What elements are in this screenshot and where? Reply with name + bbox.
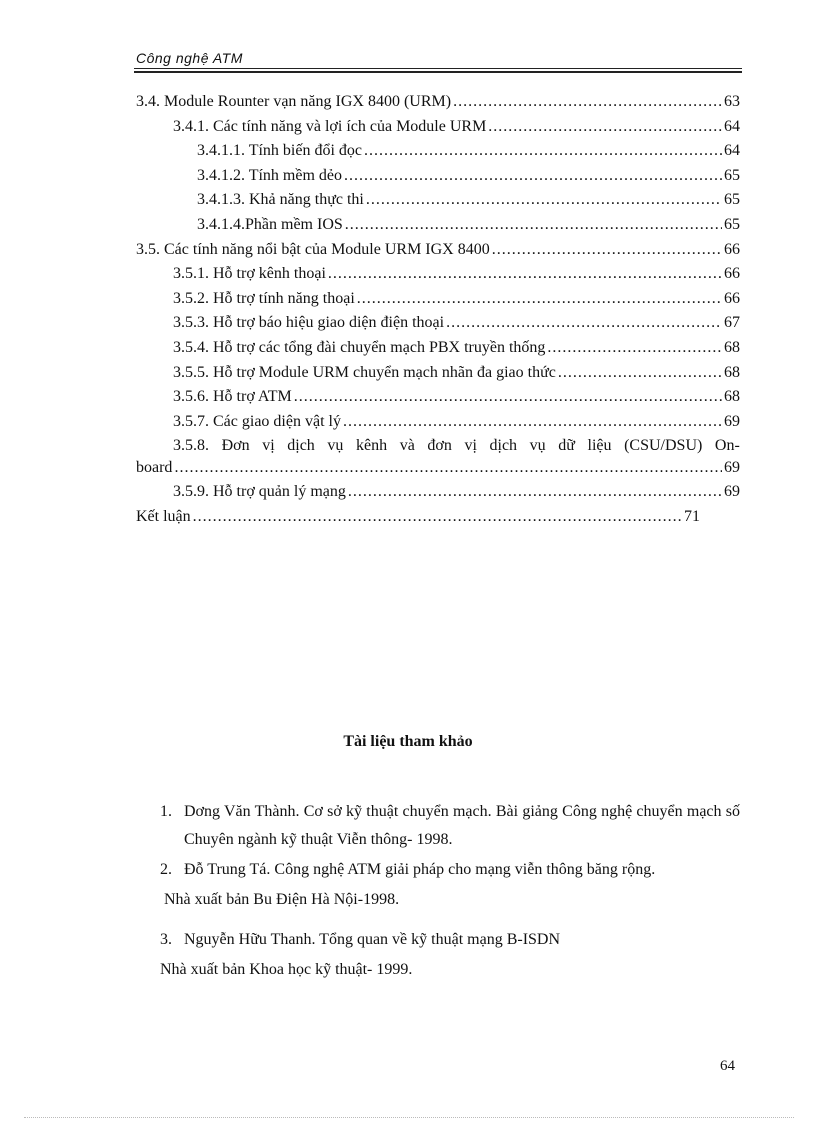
- toc-entry-title: 3.5.7. Các giao diện vật lý: [173, 412, 341, 430]
- toc-entry: [136, 290, 740, 315]
- toc-word: dịch: [489, 437, 518, 455]
- reference-publisher: Nhà xuất bản Bu Điện Hà Nội-1998.: [164, 891, 400, 908]
- toc-entry-title-cont: board: [136, 459, 173, 477]
- toc-word: On-: [714, 437, 740, 455]
- header-rule-thin: [134, 68, 742, 69]
- toc-entry-page: 69: [724, 412, 740, 430]
- toc-entry: [136, 93, 740, 118]
- toc-word: vụ: [529, 437, 546, 455]
- toc-word: Đơn: [221, 437, 250, 455]
- toc-leader: [343, 413, 722, 431]
- toc-entry: [136, 118, 740, 143]
- toc-entry-title: 3.5.6. Hỗ trợ ATM: [173, 388, 292, 406]
- toc-entry: [136, 508, 740, 533]
- toc-entry-continuation: [136, 459, 740, 481]
- toc-entry-title: 3.5.3. Hỗ trợ báo hiệu giao diện điện thoại: [173, 314, 445, 332]
- toc-entry-page: 63: [724, 93, 740, 110]
- running-head: Công nghệ ATM: [136, 50, 243, 66]
- toc-entry: [136, 314, 740, 339]
- toc-entry-title: 3.5.9. Hỗ trợ quản lý mạng: [173, 483, 346, 501]
- toc-word: đơn: [427, 437, 452, 455]
- toc-entry-page: 64: [724, 142, 740, 160]
- toc-entry-title: 3.4.1.3. Khả năng thực thi: [197, 191, 364, 209]
- toc-entry-title: 3.4.1.2. Tính mềm dẻo: [197, 166, 343, 184]
- toc-entry: [136, 241, 740, 266]
- toc-entry-page: 65: [724, 166, 740, 184]
- toc-leader: [547, 339, 722, 357]
- toc-entry: [136, 339, 740, 364]
- toc-entry: [136, 265, 740, 290]
- toc-leader: [488, 118, 722, 136]
- reference-item: [160, 926, 740, 954]
- toc-entry-page: 65: [724, 191, 740, 209]
- toc-entry-page: 68: [724, 363, 740, 381]
- toc-leader: [453, 93, 722, 111]
- toc-entry: [136, 216, 740, 241]
- toc-word: 3.5.8.: [173, 437, 209, 455]
- toc-entry-page: 66: [724, 240, 740, 258]
- toc-entry-title: 3.4. Module Rounter vạn năng IGX 8400 (URM): [136, 93, 452, 110]
- reference-number: 2.: [160, 861, 172, 878]
- reference-text: Dơng Văn Thành. Cơ sở kỹ thuật chuyển mạch. Bài giảng Công nghệ chuyển mạch số Chuyên ngành kỹ thuật Viễn thông- 1998.: [184, 803, 740, 848]
- toc-entry-page: 65: [724, 215, 740, 233]
- toc-word: vị: [262, 437, 275, 455]
- toc-entry-page: 68: [724, 338, 740, 356]
- toc-entry-title: 3.4.1.4.Phần mềm IOS: [197, 215, 343, 233]
- toc-leader: [558, 364, 722, 382]
- toc-leader: [364, 142, 722, 160]
- toc-leader: [446, 314, 722, 332]
- toc-entry-title: 3.4.1.1. Tính biến đổi đọc: [197, 142, 363, 160]
- reference-text: Đỗ Trung Tá. Công nghệ ATM giải pháp cho mạng viễn thông băng rộng.: [184, 861, 656, 878]
- toc-entry-wrapped: [136, 437, 740, 483]
- toc-word: kênh: [355, 437, 388, 455]
- toc-leader: [193, 508, 682, 526]
- toc-entry-title: 3.5. Các tính năng nổi bật của Module URM IGX 8400: [136, 240, 490, 258]
- toc-word: và: [399, 437, 415, 455]
- toc-entry-title: 3.5.1. Hỗ trợ kênh thoại: [173, 265, 326, 283]
- references-list: [160, 798, 740, 996]
- toc-entry-title-line: [136, 437, 740, 459]
- toc-entry: [136, 191, 740, 216]
- toc-leader: [357, 290, 722, 308]
- toc-entry-title: 3.5.4. Hỗ trợ các tổng đài chuyển mạch PBX truyền thống: [173, 338, 546, 356]
- toc-leader: [328, 265, 722, 283]
- toc-word: (CSU/DSU): [624, 437, 703, 455]
- toc-word: liệu: [587, 437, 612, 455]
- toc-entry-title: 3.4.1. Các tính năng và lợi ích của Module URM: [173, 117, 487, 135]
- toc-word: vụ: [327, 437, 344, 455]
- toc-entry-page: 68: [724, 388, 740, 406]
- toc-entry: [136, 388, 740, 413]
- table-of-contents: [136, 93, 740, 533]
- toc-entry: [136, 167, 740, 192]
- page-bottom-border: [24, 1117, 794, 1118]
- toc-leader: [492, 241, 722, 259]
- toc-entry: [136, 142, 740, 167]
- toc-entry-page: 66: [724, 289, 740, 307]
- toc-entry-page: 71: [684, 507, 700, 525]
- page-number: 64: [720, 1058, 735, 1074]
- toc-leader: [174, 459, 722, 477]
- toc-entry-title: Kết luận: [136, 507, 191, 525]
- references-heading: Tài liệu tham khảo: [343, 733, 473, 750]
- toc-entry-title: 3.5.2. Hỗ trợ tính năng thoại: [173, 289, 355, 307]
- toc-entry: [136, 364, 740, 389]
- toc-leader: [345, 216, 722, 234]
- toc-word: dịch: [287, 437, 315, 455]
- toc-entry-page: 67: [724, 314, 740, 332]
- toc-entry-page: 69: [724, 483, 740, 501]
- toc-entry-title: 3.5.5. Hỗ trợ Module URM chuyển mạch nhãn đa giao thức: [173, 363, 556, 381]
- reference-number: 3.: [160, 931, 172, 948]
- toc-entry: [136, 483, 740, 508]
- reference-item: [160, 856, 740, 884]
- toc-leader: [348, 483, 722, 501]
- toc-entry-page: 64: [724, 117, 740, 135]
- toc-leader: [366, 191, 722, 209]
- reference-text: Nguyễn Hữu Thanh. Tổng quan về kỹ thuật mạng B-ISDN: [184, 931, 561, 948]
- toc-leader: [294, 388, 722, 406]
- toc-entry-page: 66: [724, 265, 740, 283]
- reference-item: [160, 798, 740, 854]
- toc-leader: [344, 167, 722, 185]
- reference-number: 1.: [160, 803, 172, 820]
- toc-word: dữ: [558, 437, 575, 455]
- toc-entry-page: 69: [724, 459, 740, 477]
- toc-word: vị: [464, 437, 477, 455]
- toc-entry: [136, 413, 740, 438]
- reference-publisher: Nhà xuất bản Khoa học kỹ thuật- 1999.: [160, 961, 413, 978]
- header-rule-thick: [134, 71, 742, 73]
